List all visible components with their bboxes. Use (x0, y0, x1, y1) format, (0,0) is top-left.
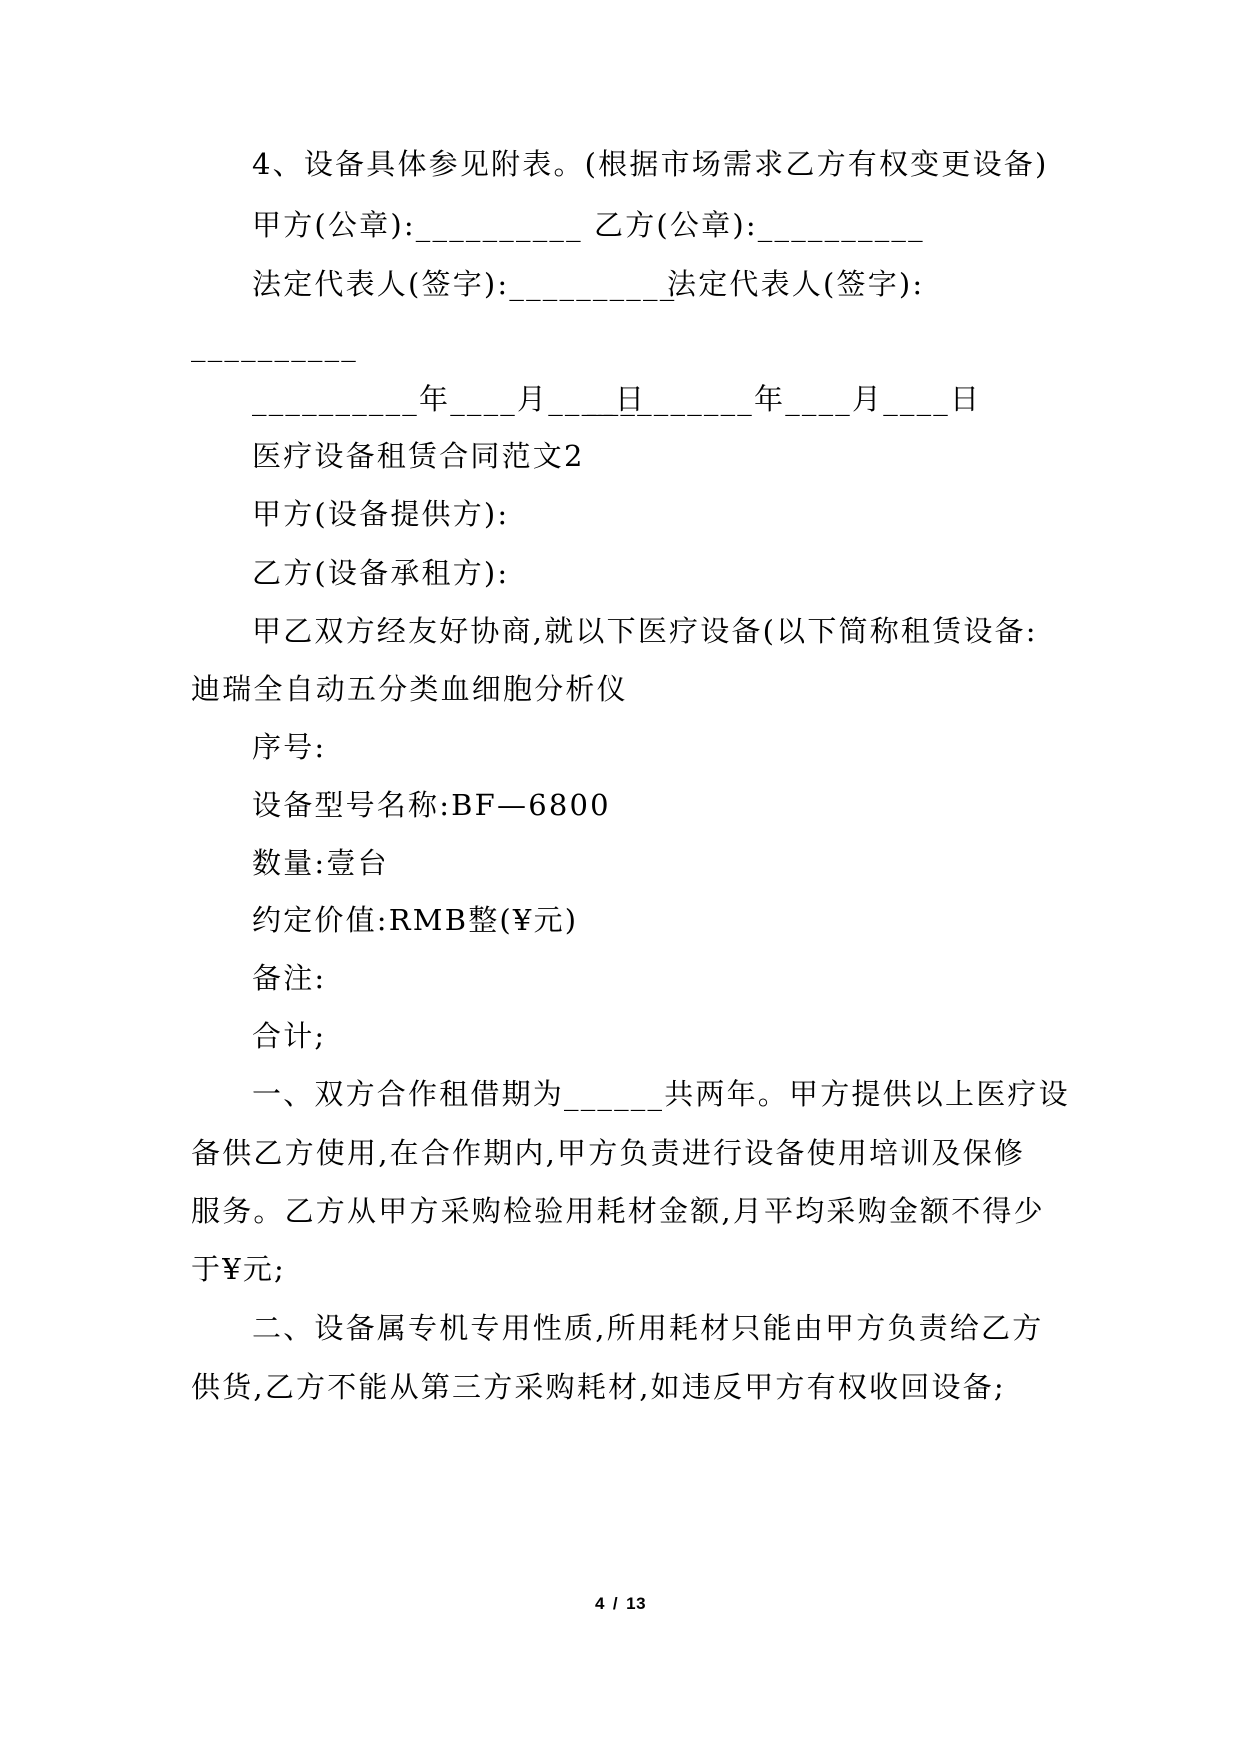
party-b-representative: 法定代表人(签字): (667, 267, 925, 301)
clause-1-line-2: 备供乙方使用,在合作期内,甲方负责进行设备使用培训及保修 (191, 1136, 1026, 1170)
model-name-field: 设备型号名称:BF—6800 (252, 788, 611, 822)
clause-1-line-4: 于¥元; (191, 1252, 287, 1286)
total-field: 合计; (252, 1019, 327, 1053)
intro-paragraph-line-2: 迪瑞全自动五分类血细胞分析仪 (191, 672, 628, 706)
date-party-a: __________年____月____日 (252, 382, 647, 416)
agreed-value-field: 约定价值:RMB整(¥元) (252, 903, 579, 937)
party-b-seal-text: 乙方(公章):__________ (594, 208, 925, 242)
party-b-label: 乙方(设备承租方): (252, 556, 510, 590)
party-a-seal-text: 甲方(公章):__________ (252, 208, 583, 242)
serial-number-field: 序号: (252, 730, 327, 764)
party-b-seal (594, 207, 925, 243)
remark-field: 备注: (252, 961, 327, 995)
clause-2-line-2: 供货,乙方不能从第三方采购耗材,如违反甲方有权收回设备; (191, 1370, 1006, 1404)
party-a-representative: 法定代表人(签字):__________ (252, 267, 677, 301)
party-a-seal (252, 207, 583, 243)
page-number-footer (0, 1594, 1241, 1614)
clause-1-line-1: 一、双方合作租借期为______共两年。甲方提供以上医疗设 (252, 1077, 1070, 1111)
page-separator: / (612, 1594, 619, 1613)
party-b-representative-blank: __________ (191, 328, 358, 362)
date-party-b: __________年____月____日 (587, 382, 982, 416)
intro-paragraph-line-1: 甲乙双方经友好协商,就以下医疗设备(以下简称租赁设备: (252, 614, 1038, 648)
clause-equipment-list: 4、设备具体参见附表。(根据市场需求乙方有权变更设备) (252, 147, 1049, 181)
party-a-label: 甲方(设备提供方): (252, 497, 510, 531)
quantity-field: 数量:壹台 (252, 846, 389, 880)
section-heading: 医疗设备租赁合同范文2 (252, 439, 585, 473)
clause-2-line-1: 二、设备属专机专用性质,所用耗材只能由甲方负责给乙方 (252, 1311, 1044, 1345)
current-page-number: 4 (594, 1594, 605, 1613)
clause-1-line-3: 服务。乙方从甲方采购检验用耗材金额,月平均采购金额不得少 (191, 1194, 1045, 1228)
total-page-count: 13 (626, 1594, 647, 1613)
